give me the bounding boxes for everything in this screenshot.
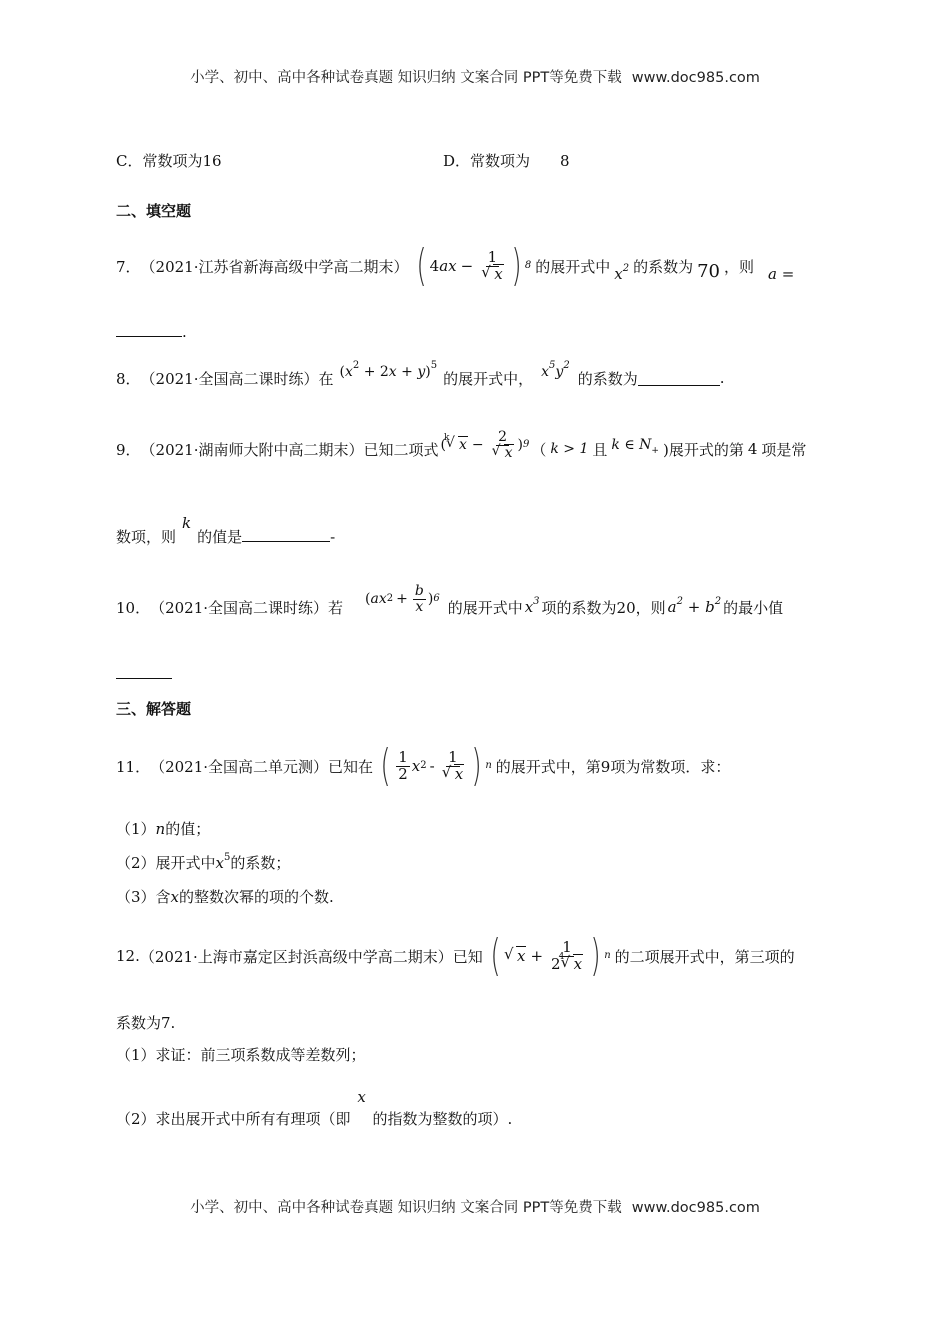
q10-number: 10．	[116, 598, 151, 617]
q8-formula: $(x^2 + 2x + y)^5$	[339, 360, 438, 380]
q8-end: .	[719, 369, 725, 387]
question-8	[116, 358, 725, 398]
q7-answer-line	[116, 322, 187, 341]
q10-x-cubed: $x^3$	[524, 596, 540, 616]
option-d	[443, 150, 570, 171]
q7-value: 70	[697, 260, 720, 282]
q10-source: （2021·全国高二课时练）若	[150, 598, 344, 617]
q12-text-1: 的二项展开式中，第三项的	[614, 947, 795, 966]
q11-formula: ( $\frac{1}{2}$ x 2 - 1 √ x ) n	[377, 744, 492, 788]
footer-text: 小学、初中、高中各种试卷真题 知识归纳 文案合同 PPT等免费下载	[190, 1200, 622, 1216]
q11-text-1: 的展开式中，第9项为常数项．求：	[495, 757, 731, 776]
footer-site-link[interactable]: www.doc985.com	[631, 1200, 760, 1216]
question-10	[116, 582, 783, 632]
q11-part-2: （2）展开式中$x^5$的系数；	[116, 852, 291, 872]
q9-line2-end: -	[330, 528, 336, 546]
q9-k: k	[182, 514, 192, 532]
q12-line-2: 系数为7.	[116, 1014, 176, 1032]
section-fill-heading: 二、填空题	[116, 202, 192, 220]
q8-text-2: 的系数为	[577, 369, 638, 388]
q7-text-3: ，则	[724, 257, 755, 276]
q9-number: 9．	[116, 440, 141, 459]
q11-part-1: （1）n的值；	[116, 820, 211, 838]
q9-text-1: （	[531, 440, 547, 459]
option-c: C．常数项为16	[116, 152, 222, 170]
q7-variable: a =	[768, 265, 795, 283]
q8-text-1: 的展开式中，	[443, 369, 534, 388]
q10-text-3: 的最小值	[723, 598, 784, 617]
q7-source: （2021·江苏省新海高级中学高二期末）	[140, 257, 409, 276]
q9-text-3: )展开式的第	[662, 440, 744, 459]
question-12	[116, 926, 795, 986]
header-site-link[interactable]: www.doc985.com	[631, 70, 760, 86]
q9-source: （2021·湖南师大附中高二期末）已知二项式	[140, 440, 439, 459]
q10-answer-line	[116, 664, 172, 683]
q10-answer-blank[interactable]	[116, 664, 172, 679]
q10-text-1: 的展开式中	[447, 598, 523, 617]
q7-answer-blank[interactable]	[116, 322, 182, 337]
q8-term: $x^5y^2$	[541, 360, 570, 380]
q7-end: .	[182, 323, 187, 341]
q8-number: 8．	[116, 369, 141, 388]
header-banner	[0, 66, 950, 87]
q7-text-1: 的展开式中	[535, 257, 611, 276]
q11-source: （2021·全国高二单元测）已知在	[150, 757, 374, 776]
q9-term-index: 4	[747, 440, 758, 458]
q12-part-1: （1）求证：前三项系数成等差数列；	[116, 1046, 366, 1064]
question-11	[116, 736, 730, 796]
q9-line2-b: 的值是	[197, 528, 243, 546]
question-7	[116, 236, 794, 296]
q7-formula: ( 4 ax − 1 √ x ) 8	[413, 244, 532, 288]
header-text: 小学、初中、高中各种试卷真题 知识归纳 文案合同 PPT等免费下载	[190, 70, 622, 86]
q9-condition-2: k ∈ $N_+$	[611, 437, 659, 456]
q10-formula: ( ax 2 + $\frac{b}{x}$ ) 6	[365, 582, 440, 615]
q9-text-4: 项是常	[761, 440, 807, 459]
q12-source: （2021·上海市嘉定区封浜高级中学高二期末）已知	[139, 947, 483, 966]
q11-part-3: （3）含x的整数次幂的项的个数.	[116, 888, 334, 906]
q7-x-squared: $x^2$	[614, 263, 630, 283]
q9-text-2: 且	[592, 440, 608, 459]
q9-line-2	[116, 514, 336, 547]
q7-number: 7．	[116, 257, 141, 276]
question-9	[116, 424, 806, 474]
q10-expression: $a^2 + b^2$	[667, 596, 722, 616]
q9-line2-a: 数项，则	[116, 528, 177, 546]
q11-number: 11．	[116, 757, 151, 776]
section-answer-heading: 三、解答题	[116, 700, 192, 718]
option-d-label: D．常数项为	[443, 152, 531, 170]
q8-answer-blank[interactable]	[638, 371, 720, 386]
q7-text-2: 的系数为	[633, 257, 694, 276]
q12-number: 12.	[116, 947, 140, 965]
q12-formula: ( √ x + 1 2 √ 4 x ) n	[487, 934, 611, 978]
q9-condition-1: k > 1	[550, 441, 589, 457]
footer-banner	[0, 1196, 950, 1217]
option-d-value: 8	[560, 152, 570, 170]
q8-source: （2021·全国高二课时练）在	[140, 369, 334, 388]
q12-part-2: （2）求出展开式中所有有理项（即x的指数为整数的项）.	[116, 1088, 513, 1128]
q9-answer-blank[interactable]	[242, 527, 330, 542]
q9-formula: ( √ k x − 2 √ x ) 9	[441, 430, 530, 460]
q10-text-2: 项的系数为20，则	[541, 598, 666, 617]
